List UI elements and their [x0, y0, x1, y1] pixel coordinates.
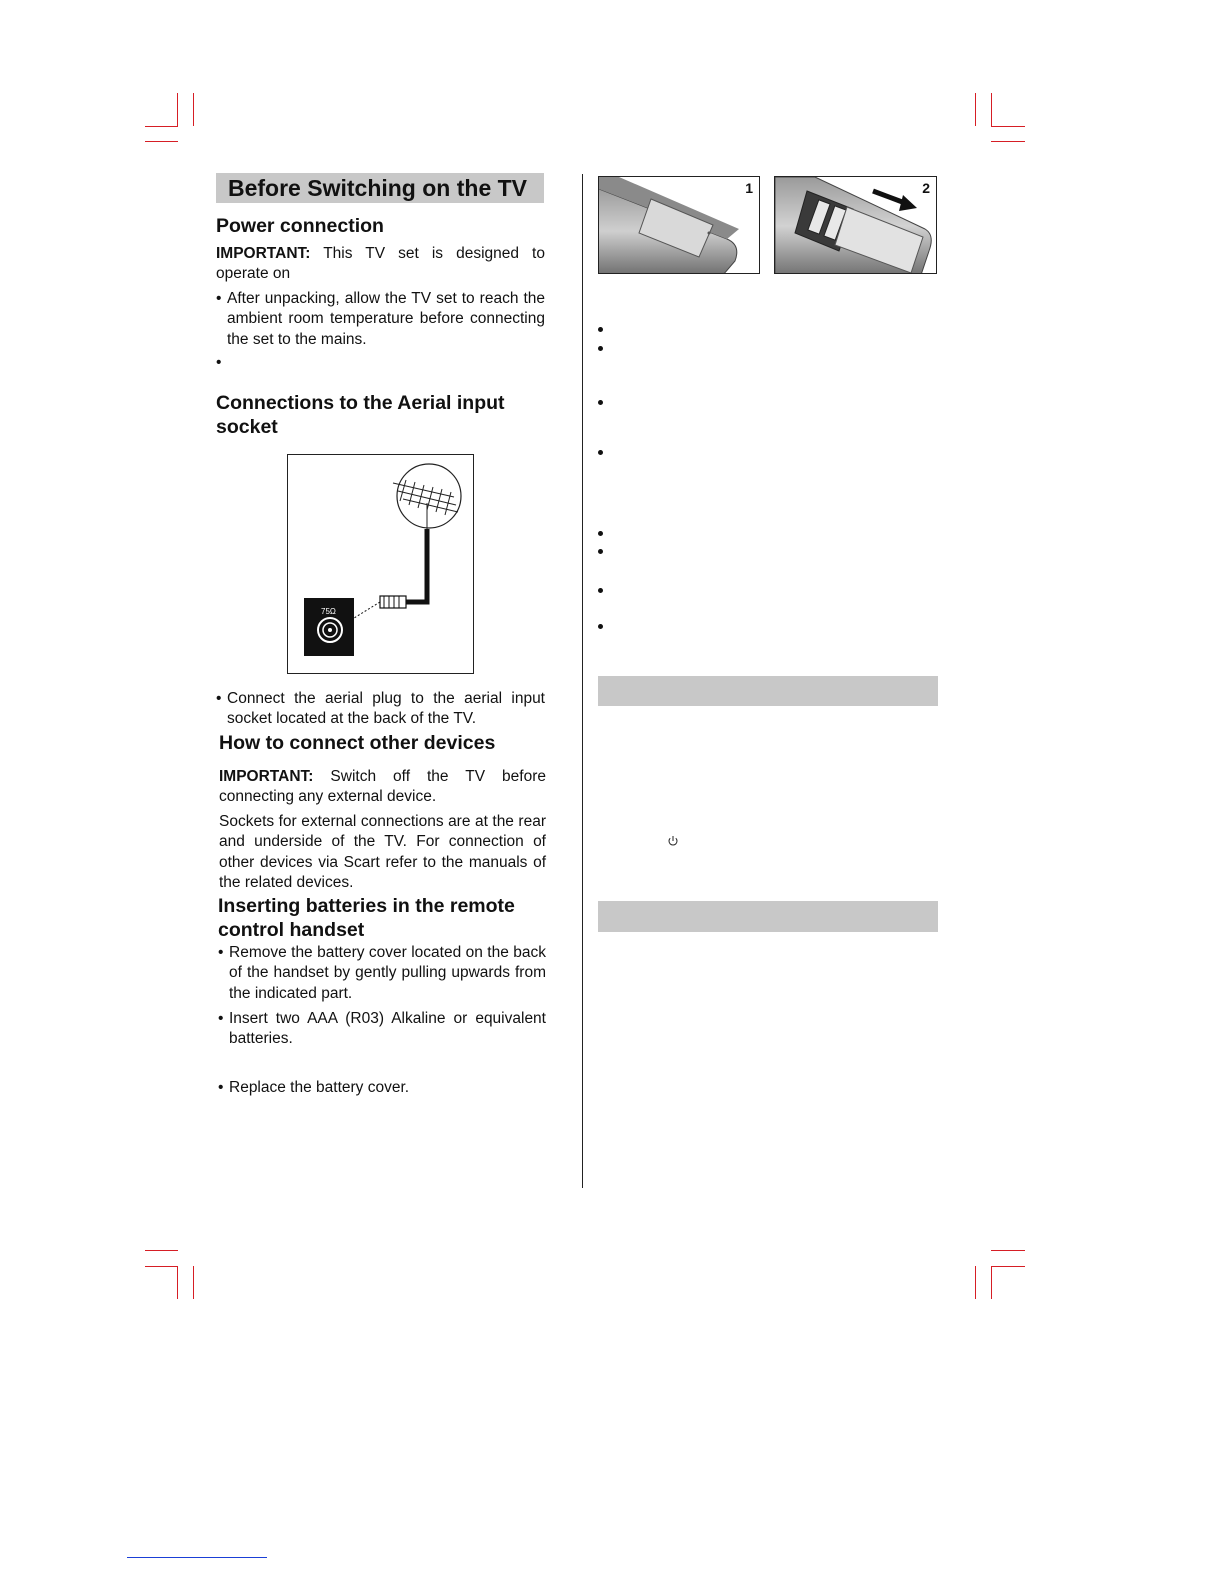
devices-important-paragraph	[219, 767, 546, 808]
aerial-bullet	[216, 689, 545, 730]
bullet-char: •	[218, 944, 224, 961]
remote-open-illustration	[775, 177, 937, 274]
column-divider	[582, 174, 583, 1188]
crop-mark	[991, 1250, 1025, 1251]
bullet-char: •	[216, 290, 222, 307]
bullet-dot	[598, 327, 603, 332]
batteries-bullet-2	[218, 1009, 546, 1050]
crop-mark	[145, 141, 178, 142]
bullet-dot	[598, 346, 603, 351]
crop-mark	[177, 93, 178, 126]
section-bar-empty	[598, 676, 938, 706]
crop-mark	[145, 1250, 178, 1251]
bullet-char: •	[218, 1010, 224, 1027]
bullet-dot	[598, 624, 603, 629]
bullet-text: Replace the battery cover.	[229, 1079, 410, 1096]
batteries-bullet-1	[218, 943, 546, 1004]
aerial-diagram-svg	[288, 455, 474, 674]
aerial-cable	[406, 529, 427, 602]
crop-mark	[991, 141, 1025, 142]
crop-mark	[991, 1266, 1025, 1267]
section-title: Before Switching on the TV	[228, 175, 528, 201]
crop-mark	[145, 126, 178, 127]
figure-number-1: 1	[745, 180, 753, 196]
remote-figure-2	[774, 176, 937, 274]
link-underline	[127, 1557, 267, 1558]
crop-mark	[975, 1266, 976, 1299]
bullet-text: Insert two AAA (R03) Alkaline or equivalent batteries.	[229, 1010, 546, 1048]
batteries-heading: Inserting batteries in the remote control handset	[218, 895, 515, 941]
crop-mark	[991, 93, 992, 126]
bullet-char: •	[218, 1079, 224, 1096]
bullet-text: Connect the aerial plug to the aerial input socket located at the back of the TV.	[227, 690, 545, 728]
bullet-dot	[598, 450, 603, 455]
bullet-dot	[598, 400, 603, 405]
power-bullet-1	[216, 289, 545, 350]
crop-mark	[193, 1266, 194, 1299]
crop-mark	[991, 126, 1025, 127]
remote-closed-illustration	[599, 177, 760, 274]
bullet-text: After unpacking, allow the TV set to reach the ambient room temperature before connecting the set to the mains.	[227, 290, 545, 348]
batteries-bullet-3	[218, 1078, 546, 1098]
power-icon	[667, 835, 679, 847]
bullet-char: •	[216, 690, 222, 707]
power-connection-heading: Power connection	[216, 215, 384, 237]
crop-mark	[177, 1266, 178, 1299]
devices-paragraph: Sockets for external connections are at the rear and underside of the TV. For connection of other devices via Scart refer to the manuals of the related devices.	[219, 813, 546, 891]
crop-mark	[975, 93, 976, 126]
bullet-dot	[598, 531, 603, 536]
arrow-right-icon	[873, 191, 905, 203]
crop-mark	[991, 1266, 992, 1299]
devices-heading: How to connect other devices	[219, 732, 496, 754]
important-label: IMPORTANT:	[219, 768, 314, 785]
bullet-text: Remove the battery cover located on the back of the handset by gently pulling upwards from the indicated part.	[229, 944, 546, 1002]
power-bullet-2-empty: •	[216, 354, 222, 371]
section-title-bar	[216, 173, 544, 203]
aerial-heading: Connections to the Aerial input socket	[216, 392, 505, 438]
remote-figure-1	[598, 176, 760, 274]
bullet-dot	[598, 588, 603, 593]
section-bar-empty	[598, 901, 938, 932]
power-important-paragraph	[216, 244, 545, 285]
important-text: Switch off the TV before connecting any external device.	[219, 768, 546, 806]
crop-mark	[145, 1266, 178, 1267]
crop-mark	[193, 93, 194, 126]
aerial-connection-figure	[287, 454, 474, 674]
socket-label: 75Ω	[321, 607, 336, 616]
important-text: This TV set is designed to operate on	[216, 245, 545, 283]
bullet-dot	[598, 549, 603, 554]
figure-number-2: 2	[922, 180, 930, 196]
important-label: IMPORTANT:	[216, 245, 311, 262]
